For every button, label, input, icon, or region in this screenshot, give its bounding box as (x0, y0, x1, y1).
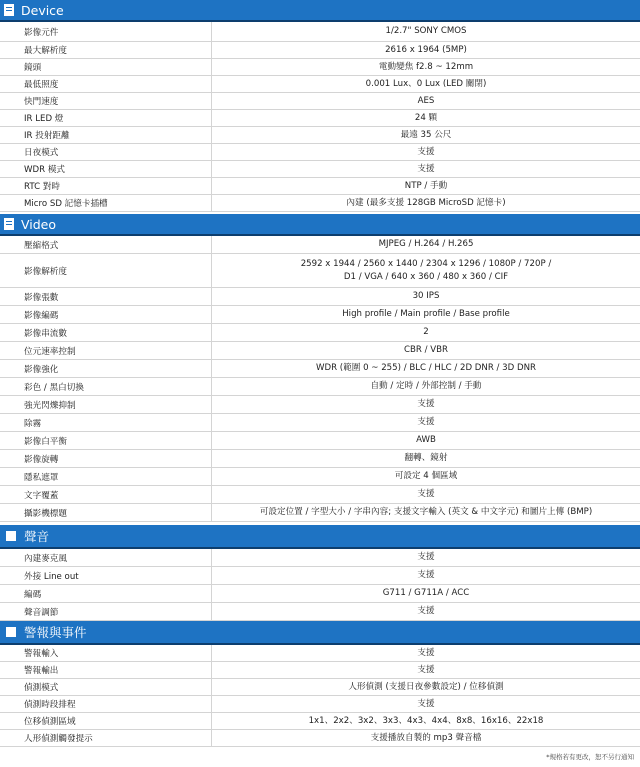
spec-row (0, 486, 640, 504)
spec-label: 位元速率控制 (0, 342, 212, 359)
spec-row (0, 730, 640, 747)
spec-value: 支援 (417, 552, 435, 562)
spec-label: 偵測時段排程 (0, 696, 212, 712)
spec-value: 自動 / 定時 / 外部控制 / 手動 (370, 381, 482, 391)
spec-row (0, 450, 640, 468)
spec-label: Micro SD 記憶卡插槽 (0, 195, 212, 211)
spec-label: 警報輸出 (0, 662, 212, 678)
spec-label: 位移偵測區域 (0, 713, 212, 729)
spec-row (0, 93, 640, 110)
spec-label: 快門速度 (0, 93, 212, 109)
spec-row (0, 713, 640, 730)
spec-value: 24 顆 (414, 112, 438, 123)
spec-value: 2592 x 1944 / 2560 x 1440 / 2304 x 1296 / 1080P / 720P / D1 / VGA / 640 x 360 / 480 x 360 / CIF (300, 258, 552, 282)
spec-row (0, 110, 640, 127)
spec-row (0, 585, 640, 603)
spec-value: 支援 (417, 146, 435, 157)
spec-row (0, 161, 640, 178)
spec-label: 彩色 / 黑白切換 (0, 378, 212, 395)
spec-label: 影像張數 (0, 288, 212, 305)
spec-label: 攝影機標題 (0, 504, 212, 521)
spec-label: 隱私遮罩 (0, 468, 212, 485)
spec-value: 人形偵測 (支援日夜參數設定) / 位移偵測 (348, 681, 504, 692)
spec-value: NTP / 手動 (404, 180, 448, 191)
spec-label: 最大解析度 (0, 42, 212, 58)
section-header (0, 525, 640, 549)
spec-value: 電動變焦 f2.8 ~ 12mm (378, 61, 474, 72)
spec-label: 影像解析度 (0, 254, 212, 287)
spec-value: 2 (423, 327, 429, 337)
spec-row (0, 679, 640, 696)
spec-label: WDR 模式 (0, 161, 212, 177)
spec-row (0, 306, 640, 324)
spec-row (0, 696, 640, 713)
spec-row (0, 504, 640, 522)
spec-value: 2616 x 1964 (5MP) (385, 44, 467, 55)
spec-row (0, 549, 640, 567)
spec-label: 影像元件 (0, 22, 212, 41)
spec-row (0, 288, 640, 306)
spec-row (0, 324, 640, 342)
spec-label: 聲音調節 (0, 603, 212, 620)
section-header (0, 621, 640, 645)
list-icon (4, 218, 14, 230)
spec-row (0, 59, 640, 76)
spec-row (0, 42, 640, 59)
spec-value: 1/2.7" SONY CMOS (385, 26, 467, 36)
spec-value: 支援 (417, 664, 435, 675)
spec-label: 編碼 (0, 585, 212, 602)
spec-value: 支援 (417, 489, 435, 499)
spec-label: 壓縮格式 (0, 236, 212, 253)
spec-row (0, 645, 640, 662)
spec-row (0, 468, 640, 486)
spec-row (0, 396, 640, 414)
square-bullet-icon (6, 627, 16, 637)
spec-value: 0.001 Lux、0 Lux (LED 關閉) (365, 78, 487, 89)
spec-value: AWB (416, 435, 436, 445)
spec-value: G711 / G711A / ACC (382, 588, 470, 598)
spec-label: 日夜模式 (0, 144, 212, 160)
spec-value: 支援 (417, 606, 435, 616)
spec-label: 警報輸入 (0, 645, 212, 661)
spec-value: 支援 (417, 570, 435, 580)
spec-value: AES (417, 95, 435, 106)
spec-value: 翻轉、鏡射 (404, 453, 448, 463)
spec-value: High profile / Main profile / Base profile (342, 309, 510, 319)
spec-section (0, 214, 640, 522)
spec-value: 支援 (417, 698, 435, 709)
spec-row (0, 144, 640, 161)
section-title: Device (21, 2, 64, 18)
section-title: 聲音 (24, 529, 50, 544)
spec-label: 影像串流數 (0, 324, 212, 341)
spec-label: 文字覆蓋 (0, 486, 212, 503)
spec-row (0, 178, 640, 195)
spec-row (0, 342, 640, 360)
list-icon (4, 4, 14, 16)
spec-section (0, 621, 640, 747)
spec-value: 1x1、2x2、3x2、3x3、4x3、4x4、8x8、16x16、22x18 (308, 715, 544, 726)
spec-label: 強光閃爍抑制 (0, 396, 212, 413)
spec-label: 人形偵測觸發提示 (0, 730, 212, 746)
footnote: *規格若有更改，恕不另行通知 (546, 753, 634, 761)
spec-section (0, 525, 640, 621)
spec-value: WDR (範圍 0 ~ 255) / BLC / HLC / 2D DNR / 3D DNR (315, 363, 536, 373)
spec-value: 支援 (417, 399, 435, 409)
spec-label: 內建麥克風 (0, 549, 212, 566)
spec-label: 外接 Line out (0, 567, 212, 584)
spec-row (0, 22, 640, 42)
spec-label: 偵測模式 (0, 679, 212, 695)
spec-value: CBR / VBR (404, 345, 448, 355)
spec-value: 30 IPS (412, 291, 440, 301)
spec-label: 影像編碼 (0, 306, 212, 323)
spec-row (0, 603, 640, 621)
spec-value: 最遠 35 公尺 (400, 129, 452, 140)
spec-row (0, 127, 640, 144)
spec-label: 最低照度 (0, 76, 212, 92)
section-title: Video (21, 216, 57, 232)
spec-row (0, 195, 640, 212)
spec-label: 鏡頭 (0, 59, 212, 75)
spec-value: 內建 (最多支援 128GB MicroSD 記憶卡) (346, 197, 506, 208)
section-header (0, 0, 640, 22)
spec-value: 支援 (417, 647, 435, 658)
spec-label: IR 投射距離 (0, 127, 212, 143)
spec-row (0, 254, 640, 288)
spec-row (0, 414, 640, 432)
spec-row (0, 236, 640, 254)
spec-value: 可設定位置 / 字型大小 / 字串內容; 支援文字輸入 (英文 & 中文字元) 和圖片上傳 (BMP) (259, 507, 593, 517)
spec-row (0, 76, 640, 93)
spec-value: 支援 (417, 163, 435, 174)
spec-row (0, 378, 640, 396)
section-title: 警報與事件 (24, 625, 87, 640)
spec-value: MJPEG / H.264 / H.265 (378, 239, 474, 249)
spec-value: 支援 (417, 417, 435, 427)
spec-row (0, 662, 640, 679)
spec-value: 可設定 4 個區域 (394, 471, 458, 481)
square-bullet-icon (6, 531, 16, 541)
spec-row (0, 432, 640, 450)
spec-label: RTC 對時 (0, 178, 212, 194)
spec-section (0, 0, 640, 212)
spec-label: 除霧 (0, 414, 212, 431)
spec-label: 影像白平衡 (0, 432, 212, 449)
spec-label: IR LED 燈 (0, 110, 212, 126)
spec-row (0, 567, 640, 585)
spec-label: 影像旋轉 (0, 450, 212, 467)
spec-label: 影像強化 (0, 360, 212, 377)
section-header (0, 214, 640, 236)
spec-value: 支援播放自製的 mp3 聲音檔 (370, 732, 482, 743)
spec-row (0, 360, 640, 378)
